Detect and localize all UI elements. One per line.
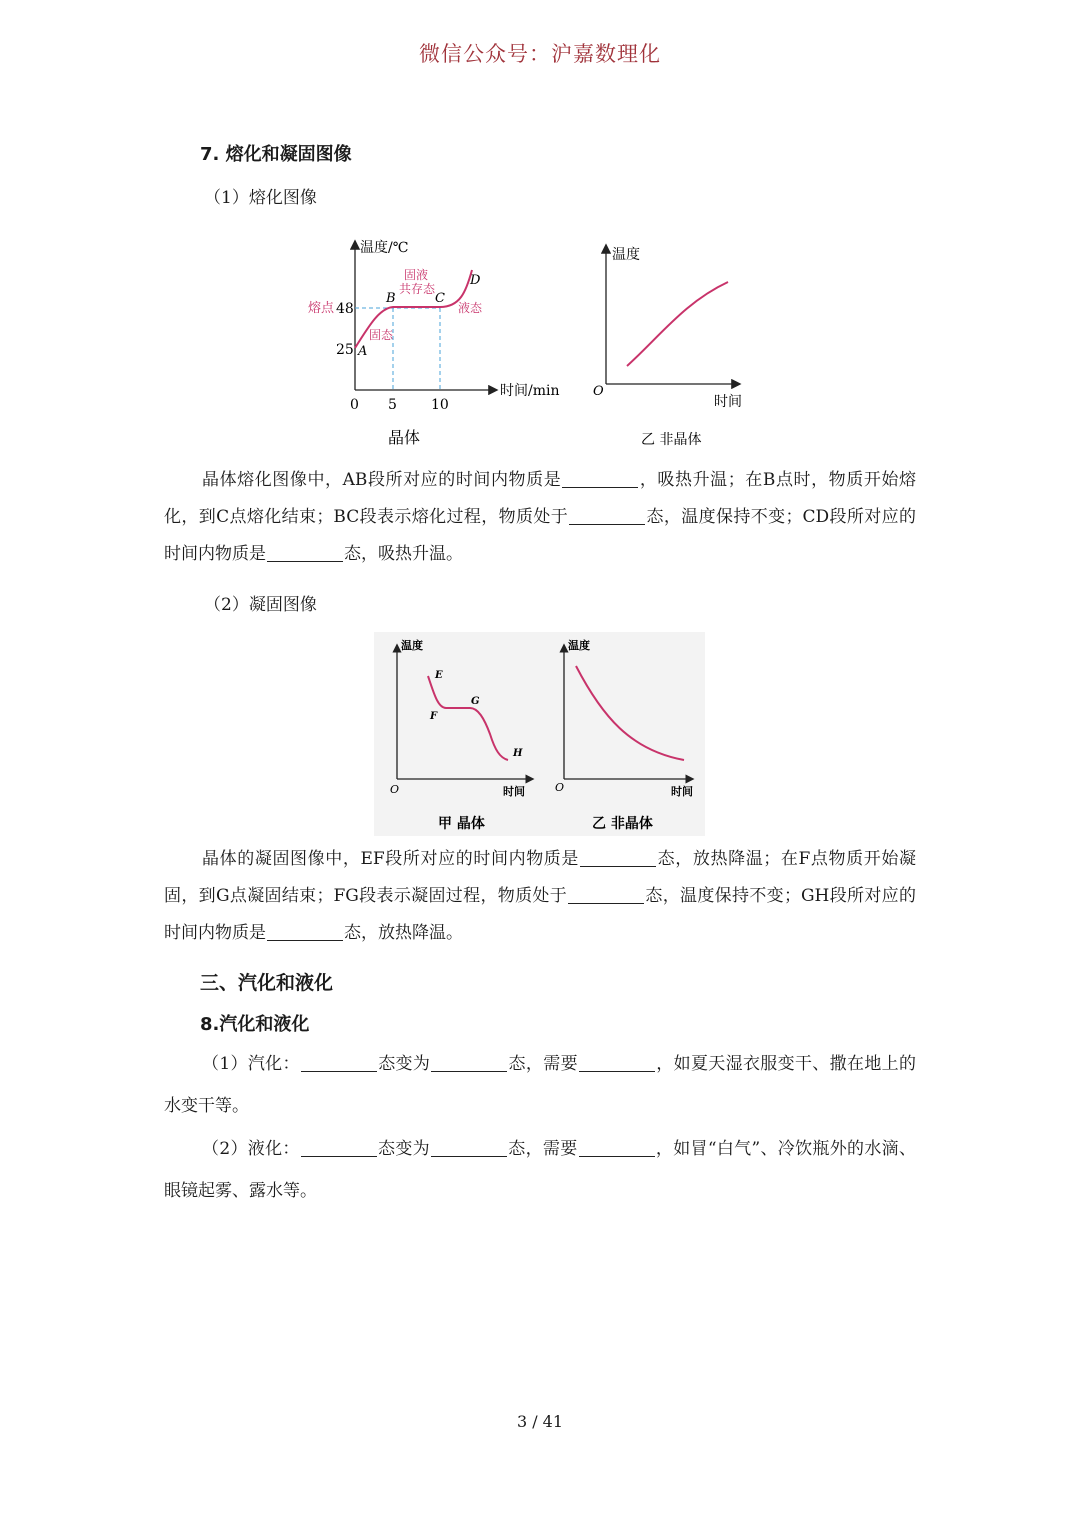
melting-paragraph	[164, 462, 916, 573]
solid-label: 固态	[369, 328, 394, 342]
answer-blank	[569, 507, 645, 525]
text-segment: 态变为	[377, 1139, 430, 1159]
vaporization-paragraph	[164, 1043, 916, 1127]
crystal-caption: 甲 晶体	[438, 816, 485, 832]
answer-blank	[431, 1139, 507, 1157]
answer-blank	[431, 1054, 507, 1072]
point-e-label: E	[435, 670, 443, 681]
answer-blank	[579, 1054, 655, 1072]
text-segment: 态，放热降温；在F点物质开始凝固，到G点凝固结束；FG段表示凝固过程，物质处于	[164, 849, 916, 906]
point-d-label: D	[470, 273, 481, 288]
answer-blank	[267, 923, 343, 941]
text-segment: 态，温度保持不变；GH段所对应的时间内物质是	[164, 886, 916, 943]
amorphous-caption: 乙 非晶体	[641, 432, 702, 448]
amorphous-origin-label: O	[555, 781, 565, 794]
text-segment: （1）汽化：	[202, 1054, 300, 1074]
point-h-label: H	[513, 748, 523, 759]
point-g-label: G	[471, 696, 480, 707]
text-segment: ，如冒“白气”、冷饮瓶外的水滴、眼镜起雾、露水等。	[164, 1139, 916, 1201]
answer-blank	[301, 1139, 377, 1157]
solidification-paragraph	[164, 841, 916, 952]
amorphous-melting-curve	[627, 282, 728, 366]
page-header: 微信公众号：沪嘉数理化	[419, 42, 661, 66]
x-axis-label: 时间	[714, 394, 742, 410]
x-tick-0: 0	[350, 397, 359, 413]
point-b-label: B	[386, 291, 396, 306]
melting-subtitle: （1）熔化图像	[204, 188, 317, 208]
amorphous-melting-chart	[585, 238, 765, 452]
y-axis-label: 温度	[612, 247, 640, 263]
text-segment: （2）液化：	[202, 1139, 300, 1159]
solidification-subtitle: （2）凝固图像	[204, 595, 317, 615]
coexist-label-1: 固液	[404, 268, 429, 282]
amorphous-x-axis-label: 时间	[671, 785, 693, 798]
y-tick-48: 48	[336, 301, 354, 317]
text-segment: 晶体熔化图像中，AB段所对应的时间内物质是	[202, 470, 562, 490]
crystal-melting-chart	[300, 232, 580, 452]
solidification-charts	[374, 632, 705, 836]
section-7-title: 7. 熔化和凝固图像	[200, 144, 352, 165]
text-segment: ，吸热升温；在B点时，物质开始熔化，到C点熔化结束；BC段表示熔化过程，物质处于	[164, 470, 916, 527]
item-8-title: 8.汽化和液化	[200, 1014, 310, 1035]
x-axis-label: 时间/min	[500, 383, 560, 399]
text-segment: 态，需要	[507, 1139, 578, 1159]
text-segment: 态，放热降温。	[344, 923, 463, 943]
section-3-title: 三、汽化和液化	[200, 972, 334, 994]
text-segment: 态变为	[377, 1054, 431, 1074]
crystal-y-axis-label: 温度	[401, 639, 423, 652]
chart-background	[374, 632, 705, 836]
point-a-label: A	[358, 344, 368, 359]
point-c-label: C	[435, 291, 445, 306]
answer-blank	[301, 1054, 377, 1072]
crystal-origin-label: O	[390, 783, 400, 796]
text-segment: 态，温度保持不变；CD段所对应的时间内物质是	[164, 507, 916, 564]
answer-blank	[267, 544, 343, 562]
origin-label: O	[593, 384, 604, 399]
crystal-x-axis-label: 时间	[503, 785, 525, 798]
x-tick-10: 10	[431, 397, 449, 413]
point-f-label: F	[430, 711, 438, 722]
answer-blank	[580, 849, 656, 867]
text-segment: 态，需要	[508, 1054, 578, 1074]
melting-point-label: 熔点	[308, 301, 335, 316]
liquefaction-paragraph	[164, 1128, 916, 1212]
y-tick-25: 25	[336, 342, 354, 358]
text-segment: ，如夏天湿衣服变干、撒在地上的水变干等。	[164, 1054, 917, 1116]
text-segment: 晶体的凝固图像中，EF段所对应的时间内物质是	[202, 849, 580, 869]
answer-blank	[579, 1139, 655, 1157]
page-number: 3 / 41	[516, 1412, 564, 1431]
liquid-label: 液态	[458, 301, 483, 315]
crystal-caption: 晶体	[388, 428, 421, 447]
text-segment: 态，吸热升温。	[344, 544, 463, 564]
answer-blank	[562, 470, 638, 488]
x-tick-5: 5	[388, 397, 397, 413]
amorphous-caption: 乙 非晶体	[592, 816, 653, 832]
y-axis-label: 温度/℃	[360, 240, 409, 256]
amorphous-y-axis-label: 温度	[568, 639, 590, 652]
coexist-label-2: 共存态	[399, 282, 436, 296]
answer-blank	[568, 886, 644, 904]
